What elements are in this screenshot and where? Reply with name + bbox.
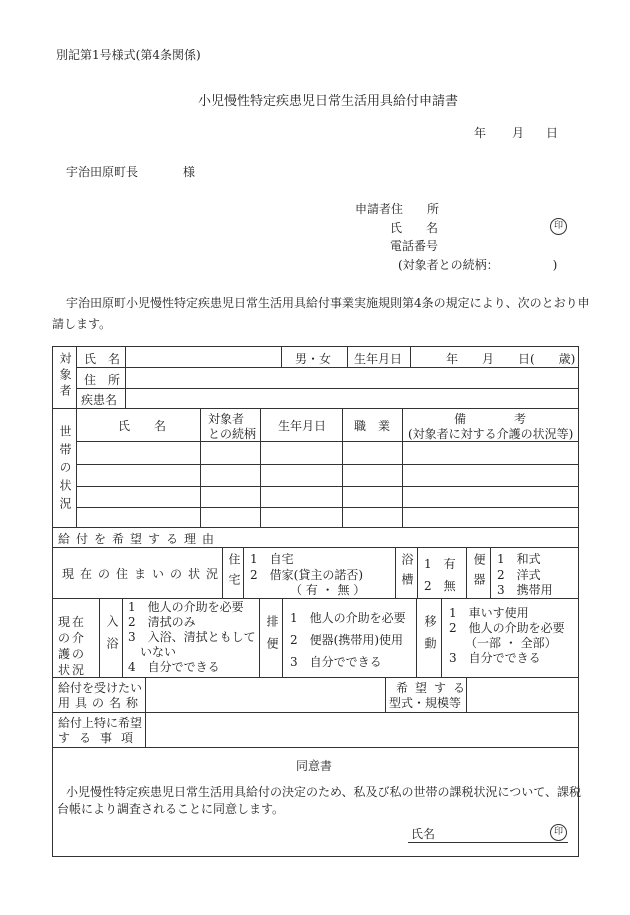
subject-disease-label: 疾患名 [81,393,118,407]
care-bathing-opt-4: 4 自分でできる [128,660,220,674]
care-bathing-opt-3: 3 入浴、清拭ともして [128,630,256,644]
care-mobility-label: 移動 [423,615,437,659]
household-col-job: 職 業 [354,419,391,433]
housing-house-label: 住宅 [227,553,241,593]
consent-name-label: 氏名 [411,827,436,841]
care-mobility-opt-2: 2 他人の介助を必要 [449,621,565,635]
care-mobility-options [449,606,565,666]
care-label: 現在の介護の状況 [58,615,87,677]
housing-toilet-label: 便器 [472,553,486,593]
consent-line-1: 小児慢性特定疾患児日常生活用具給付の決定のため、私及び私の世帯の課税状況について、課税 [66,785,582,799]
subject-address-label: 住 所 [84,373,121,387]
household-col-relation-1: 対象者 [208,412,245,426]
applicant-seal [550,217,567,235]
form-title: 小児慢性特定疾患児日常生活用具給付申請書 [198,94,459,109]
desired-item-label-2: 用具の名称 [58,696,144,710]
date-day: 日 [546,126,559,140]
special-label-1: 給付上特に希望 [58,716,143,730]
desired-type-label-2: 型式・規模等 [389,696,462,710]
care-excretion-label: 排便 [265,615,279,659]
reason-label: 給付を希望する理由 [58,532,221,546]
desired-item-label-1: 給付を受けたい [58,681,143,695]
subject-sex: 男・女 [295,352,332,366]
intro-line-2: 請します。 [52,317,112,331]
housing-house-opt-2: 2 借家(貸主の諾否) [250,568,363,582]
date-year: 年 [474,126,487,140]
housing-label: 現在の住まいの状況 [62,567,225,581]
desired-type-label-1: 希望する [396,681,473,695]
care-excretion-opt-2: 2 便器(携帯用)使用 [290,633,403,647]
housing-bath-opt-2: 2 無 [424,579,456,593]
addressee-honorific: 様 [183,165,196,179]
household-group-label: 世帯の状況 [58,425,72,515]
care-excretion-opt-3: 3 自分でできる [290,655,382,669]
care-mobility-opt-2b: （一部 ・ 全部） [465,636,557,650]
care-bathing-options [128,600,256,675]
care-bathing-opt-2: 2 清拭のみ [128,615,196,629]
form-id: 別記第1号様式(第4条関係) [56,48,201,62]
consent-signature-line [408,842,568,843]
applicant-phone-label: 電話番号 [390,239,439,253]
household-col-remarks-2: (対象者に対する介護の状況等) [408,427,574,441]
housing-toilet-opt-3: 3 携帯用 [497,583,553,597]
housing-bath-label: 浴槽 [400,553,414,593]
subject-birth-value: 年 月 日( 歳) [446,352,576,366]
care-excretion-opt-1: 1 他人の介助を必要 [290,611,406,625]
housing-toilet-opt-2: 2 洋式 [497,568,541,582]
household-col-birth: 生年月日 [278,419,327,433]
consent-seal [550,823,567,841]
care-bathing-opt-3b: いない [128,645,177,659]
consent-line-2: 台帳により調査されることに同意します。 [57,802,285,816]
care-bathing-opt-1: 1 他人の介助を必要 [128,600,244,614]
addressee-name: 宇治田原町長 [66,165,139,179]
household-col-remarks-1: 備 考 [454,412,527,426]
seal-icon: 印 [550,218,567,235]
applicant-address-label: 申請者住 所 [355,202,440,216]
intro-line-1: 宇治田原町小児慢性特定疾患児日常生活用具給付事業実施規則第4条の規定により、次のとおり申 [66,296,590,310]
subject-birth-label: 生年月日 [354,352,403,366]
housing-bath-opt-1: 1 有 [424,557,456,571]
special-label-2: する事項 [58,731,143,745]
date-month: 月 [512,126,525,140]
subject-group-label: 対象者 [58,352,72,400]
care-mobility-opt-3: 3 自分でできる [449,651,541,665]
housing-toilet-opt-1: 1 和式 [497,552,541,566]
housing-house-opt-1: 1 自宅 [250,552,294,566]
consent-title: 同意書 [296,759,333,773]
care-mobility-opt-1: 1 車いす使用 [449,606,529,620]
care-bathing-label: 入浴 [105,615,119,659]
household-col-name: 氏 名 [118,419,167,433]
housing-house-opt-2b: （ 有 ・ 無 ） [290,583,366,597]
seal-icon: 印 [550,824,567,841]
applicant-relation-label: (対象者との続柄： ) [398,258,558,272]
care-excretion-options [290,607,406,673]
household-col-relation-2: との続柄 [208,427,257,441]
applicant-name-label: 氏 名 [390,221,439,235]
subject-name-label: 氏 名 [84,352,121,366]
